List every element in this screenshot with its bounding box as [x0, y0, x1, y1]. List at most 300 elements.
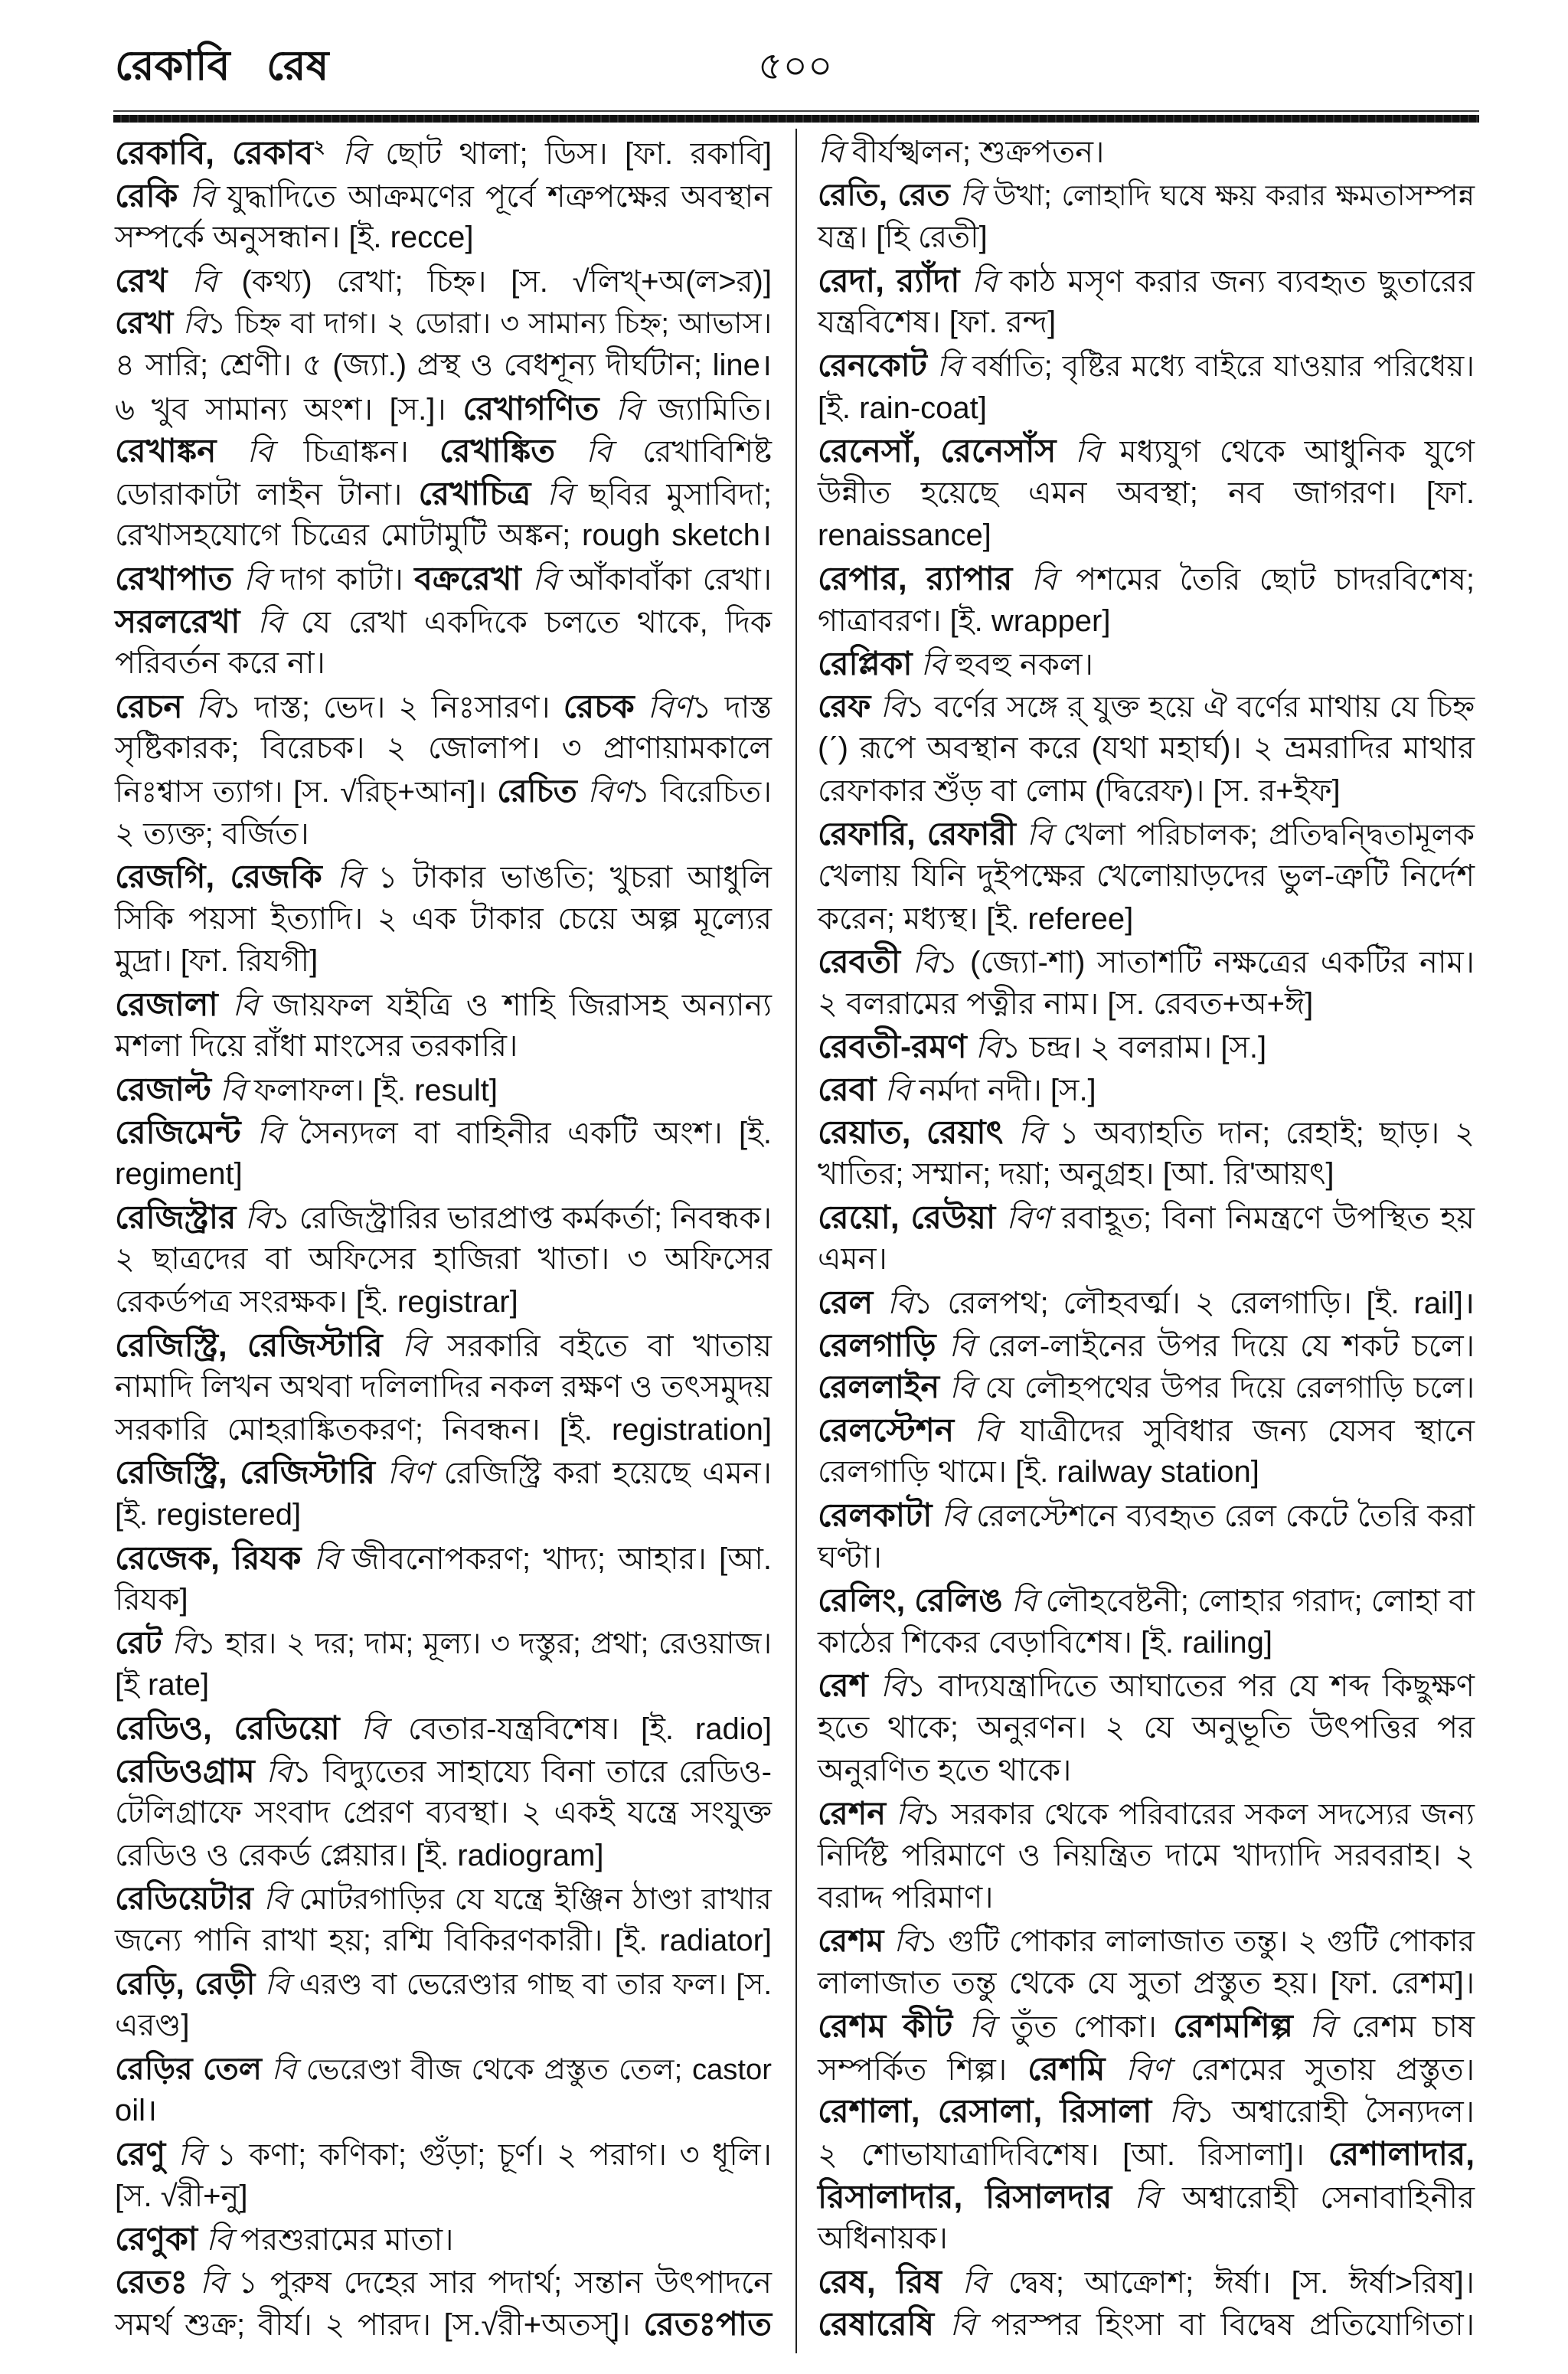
line-content	[818, 345, 1475, 388]
part-of-speech: বি	[884, 1924, 920, 1958]
line-content	[818, 1622, 1272, 1665]
dictionary-line	[115, 2090, 773, 2133]
headword: রেতঃ	[115, 2263, 188, 2300]
line-content	[115, 1707, 772, 1751]
dictionary-line	[115, 1877, 773, 1920]
dictionary-line	[818, 1963, 1476, 2006]
line-content	[115, 260, 772, 304]
definition-text: উখা; লোহাদি ঘষে ক্ষয় করার ক্ষমতাসম্পন্ন	[984, 179, 1475, 212]
line-content	[115, 175, 772, 219]
headword: রেজিমেন্ট	[115, 1113, 241, 1150]
line-content	[115, 2218, 453, 2262]
headword: রেট	[115, 1624, 162, 1660]
definition-text: জীবনোপকরণ; খাদ্য; আহার। [আ.	[339, 1542, 772, 1576]
definition-text: দাগ কাটা।	[269, 562, 415, 597]
definition-text: তুঁত পোকা।	[995, 2010, 1174, 2045]
dictionary-line	[115, 1494, 773, 1537]
definition-text: [ই. rain-coat]	[818, 391, 987, 425]
line-content	[115, 430, 772, 474]
dictionary-line	[818, 1025, 1476, 1068]
dictionary-line	[818, 770, 1476, 813]
line-content	[818, 685, 1475, 729]
dictionary-line	[115, 1366, 773, 1409]
line-content	[115, 813, 309, 856]
definition-text: ১ দাস্ত; ভেদ। ২ নিঃসারণ।	[221, 690, 564, 724]
part-of-speech: বিণ	[374, 1457, 432, 1491]
headword: রেশম	[818, 1922, 884, 1958]
line-content	[115, 600, 772, 645]
headword: রেকাবি, রেকাব	[115, 135, 314, 171]
dictionary-line	[818, 1281, 1476, 1324]
definition-text: যাত্রীদের সুবিধার জন্য যেসব স্থানে	[1000, 1414, 1475, 1448]
definition-text: ১ (জ্যো-শা) সাতাশটি নক্ষত্রের একটির নাম।	[938, 946, 1475, 980]
definition-text: ১ সরকার থেকে পরিবারের সকল সদস্যের জন্য	[921, 1798, 1475, 1832]
line-content	[818, 430, 1475, 474]
definition-text: ১ পুরুষ দেহের সার পদার্থ; সন্তান উৎপাদনে	[225, 2265, 772, 2300]
headword: রেশমি	[1027, 2050, 1106, 2087]
definition-text: ফলাফল। [ই. result]	[245, 1074, 498, 1108]
definition-text: সম্পর্কিত শিল্প।	[818, 2052, 1028, 2087]
dictionary-line	[818, 855, 1476, 898]
line-content	[115, 898, 772, 941]
dictionary-line	[115, 1963, 773, 2006]
dictionary-line	[818, 1835, 1476, 1878]
line-content	[818, 600, 1110, 643]
part-of-speech: বি	[912, 648, 947, 682]
dictionary-line	[818, 1792, 1476, 1835]
line-content	[818, 1068, 1096, 1113]
definition-text: ১ রেজিস্ট্রারির ভারপ্রাপ্ত কর্মকর্তা; নিবন্ধক।	[270, 1201, 772, 1235]
definition-text: সিকি পয়সা ইত্যাদি। ২ এক টাকার চেয়ে অল্প মূল্যের	[115, 901, 772, 936]
dictionary-line	[818, 302, 1476, 345]
definition-text: ৪ সারি; শ্রেণী। ৫ (জ্যা.) প্রস্থ ও বেধশূন্য দীর্ঘটান; line।	[115, 348, 772, 382]
line-content	[818, 1451, 1259, 1494]
line-content	[818, 2133, 1475, 2177]
dictionary-line	[115, 1835, 773, 1878]
definition-text: যে রেখা একদিকে চলতে থাকে, দিক	[283, 605, 772, 639]
headword: রেয়াত, রেয়াৎ	[818, 1113, 1004, 1150]
headword: রেতি, রেত	[818, 178, 950, 212]
part-of-speech: বি	[886, 1798, 922, 1832]
part-of-speech: বি	[871, 690, 906, 724]
definition-text: পরশুরামের মাতা।	[231, 2223, 454, 2258]
dictionary-line	[818, 685, 1476, 728]
definition-text: লালাজাত তন্তু থেকে যে সুতা প্রস্তুত হয়। [ফা. রেশম]।	[818, 1966, 1475, 2000]
headword: রেজালা	[115, 986, 218, 1022]
headword: রেয়ো, রেউয়া	[818, 1198, 996, 1235]
dictionary-line	[818, 2303, 1476, 2346]
dictionary-line	[818, 515, 1476, 558]
part-of-speech: বি	[322, 861, 363, 895]
line-content	[818, 1877, 993, 1920]
definition-text: ১ গুটি পোকার লালাজাত তন্তু। ২ গুটি পোকার	[919, 1924, 1475, 1958]
line-content	[115, 2048, 772, 2091]
definition-text: এরণ্ড বা ভেরেণ্ডার গাছ বা তার ফল। [স.	[289, 1967, 773, 2001]
dictionary-line	[818, 728, 1476, 770]
part-of-speech: বি	[232, 562, 270, 597]
dictionary-line	[818, 2005, 1476, 2048]
headword: রেনকোট	[818, 347, 927, 383]
dictionary-line	[115, 1579, 773, 1622]
definition-text: অনুরণিত হতে থাকে।	[818, 1753, 1072, 1787]
headword: রেজেক, রিযক	[115, 1539, 302, 1576]
dictionary-line	[115, 1622, 773, 1665]
dictionary-line	[115, 345, 773, 387]
definition-text: রেখাসহযোগে চিত্রের মোটামুটি অঙ্কন; rough sketch।	[115, 518, 772, 553]
dictionary-line	[818, 1451, 1476, 1494]
line-content	[818, 1409, 1475, 1454]
dictionary-line	[818, 898, 1476, 941]
line-content	[818, 132, 1104, 175]
definition-text: ২ ত্যক্ত; বর্জিত।	[115, 816, 309, 851]
definition-text: সৈন্যদল বা বাহিনীর একটি অংশ। [ই.	[283, 1116, 773, 1150]
dictionary-line	[115, 1068, 773, 1111]
part-of-speech: বি	[1015, 818, 1053, 852]
line-content	[115, 2133, 772, 2177]
dictionary-line	[115, 387, 773, 430]
part-of-speech: বি	[952, 2010, 995, 2045]
definition-text: হতে থাকে; অনুরণন। ২ যে অনুভূতি উৎপত্তির পর	[818, 1710, 1475, 1745]
definition-text: ৬ খুব সামান্য অংশ। [স.]।	[115, 392, 463, 427]
line-content	[115, 643, 325, 685]
part-of-speech: বি	[939, 1372, 975, 1405]
part-of-speech: বি	[217, 988, 259, 1022]
line-content	[115, 2261, 772, 2305]
headword: রেষ, রিষ	[818, 2263, 942, 2300]
headword: রেফারি, রেফারী	[818, 816, 1016, 852]
line-content	[818, 770, 1341, 813]
part-of-speech: বি	[531, 477, 573, 512]
dictionary-line	[818, 643, 1476, 685]
definition-text: ১ অব্যাহতি দান; রেহাই; ছাড়। ২	[1044, 1116, 1475, 1150]
dictionary-line	[115, 2048, 773, 2091]
definition-text: যুদ্ধাদিতে আক্রমণের পূর্বে শত্রুপক্ষের অবস্থান	[215, 179, 772, 214]
line-content	[818, 1281, 1475, 1326]
headword: রেচন	[115, 688, 183, 724]
definition-text: ডোরাকাটা লাইন টানা।	[115, 477, 419, 512]
dictionary-line	[115, 473, 773, 515]
line-content	[115, 1409, 772, 1452]
line-content	[818, 2090, 1475, 2134]
line-content	[115, 1238, 772, 1281]
dictionary-line	[115, 1792, 773, 1835]
definition-text: আঁকাবাঁকা রেখা।	[557, 562, 773, 597]
definition-text: [ই. registered]	[115, 1498, 302, 1532]
line-content	[818, 1324, 1475, 1368]
definition-text: রেডিও ও রেকর্ড প্লেয়ার। [ই. radiogram]	[115, 1838, 604, 1872]
dictionary-line	[115, 1750, 773, 1793]
part-of-speech: বি	[216, 435, 273, 469]
dictionary-line	[115, 217, 773, 260]
line-content	[818, 1025, 1266, 1070]
line-content	[115, 855, 772, 900]
headword: রেডিওগ্রাম	[115, 1752, 255, 1789]
part-of-speech: বি	[876, 1074, 911, 1108]
line-content	[818, 2048, 1475, 2092]
line-content	[818, 813, 1475, 857]
dictionary-line	[818, 813, 1476, 856]
line-content	[818, 898, 1133, 941]
headword: রেচিত	[497, 773, 577, 809]
dictionary-line	[115, 260, 773, 302]
definition-text: মধ্যযুগ থেকে আধুনিক যুগে	[1100, 435, 1475, 469]
line-content	[818, 643, 1093, 687]
header-rule-thin	[113, 110, 1479, 112]
line-content	[818, 1792, 1475, 1836]
headword: রেপ্লিকা	[818, 646, 913, 682]
definition-text: পরিবর্তন করে না।	[115, 646, 325, 681]
headword: রেনেসাঁ, রেনেসাঁস	[818, 433, 1057, 469]
definition-text: ভেরেণ্ডা বীজ থেকে প্রস্তুত তেল; castor	[296, 2052, 772, 2086]
headword: বক্ররেখা	[414, 560, 521, 597]
dictionary-line	[115, 1153, 773, 1196]
part-of-speech: বি	[1002, 1584, 1037, 1619]
part-of-speech: বি	[959, 264, 998, 299]
definition-text: করেন; মধ্যস্থ। [ই. referee]	[818, 901, 1134, 936]
line-content	[115, 1111, 772, 1156]
dictionary-line	[818, 1196, 1476, 1239]
dictionary-line	[818, 387, 1476, 430]
definition-text: পরস্পর হিংসা বা বিদ্বেষ প্রতিযোগিতা।	[975, 2308, 1475, 2343]
part-of-speech: বি	[182, 690, 222, 724]
part-of-speech: বি	[240, 1116, 283, 1150]
definition-text: রবাহূত; বিনা নিমন্ত্রণে উপস্থিত হয়	[1050, 1201, 1475, 1235]
dictionary-line	[115, 1451, 773, 1494]
dictionary-line	[818, 1877, 1476, 1920]
definition-text: কাঠ মসৃণ করার জন্য ব্যবহৃত ছুতারের	[997, 264, 1475, 299]
headword: রেণু	[115, 2135, 166, 2172]
dictionary-line	[818, 473, 1476, 515]
part-of-speech: বি	[941, 2265, 988, 2300]
part-of-speech: বি	[1056, 435, 1101, 469]
line-content	[818, 1920, 1475, 1964]
part-of-speech: বিণ	[995, 1201, 1051, 1235]
line-content	[818, 515, 991, 558]
definition-text: রেফাকার শুঁড় বা লোম (দ্বিরেফ)। [স. র+ইফ]	[818, 773, 1341, 808]
part-of-speech: বি	[949, 179, 985, 212]
headword: রেশ	[818, 1667, 868, 1704]
part-of-speech: বিণ	[634, 690, 692, 724]
dictionary-line	[818, 2090, 1476, 2133]
headword: রেবতী-রমণ	[818, 1028, 967, 1065]
definition-text: ১ রেলপথ; লৌহবর্ত্ম। ২ রেলগাড়ি। [ই. rail]।	[913, 1287, 1475, 1321]
line-content	[115, 1451, 772, 1496]
line-content	[115, 1153, 243, 1196]
definition-text: বেতার-যন্ত্রবিশেষ। [ই. radio]	[387, 1712, 772, 1746]
definition-text: renaissance]	[818, 518, 991, 553]
line-content	[115, 728, 772, 770]
dictionary-line	[115, 940, 773, 983]
part-of-speech: বি	[934, 2308, 976, 2343]
headword: রেলগাড়ি	[818, 1326, 936, 1363]
part-of-speech: বি	[599, 392, 642, 427]
definition-text: নির্দিষ্ট পরিমাণে ও নিয়ন্ত্রিত দামে খাদ্যাদি সরবরাহ। ২	[818, 1838, 1475, 1872]
line-content	[115, 1792, 772, 1835]
definition-text: খেলায় যিনি দুইপক্ষের খেলোয়াড়দের ভুল-ত্রুটি নির্দেশ	[818, 859, 1475, 894]
dictionary-line	[115, 1025, 773, 1068]
part-of-speech: বি	[521, 562, 558, 597]
line-content	[818, 302, 1056, 345]
dictionary-line	[115, 1111, 773, 1154]
line-content	[818, 1494, 1475, 1539]
dictionary-line	[115, 302, 773, 345]
line-content	[115, 1963, 772, 2006]
part-of-speech: বি	[818, 136, 844, 169]
line-content	[115, 1537, 772, 1581]
headword: রেশালা, রেসালা, রিসালা	[818, 2093, 1152, 2130]
dictionary-line	[115, 2133, 773, 2176]
headword: রেদা, র‍্যাঁদা	[818, 262, 960, 299]
definition-text: টেলিগ্রাফে সংবাদ প্রেরণ ব্যবস্থা। ২ একই যন্ত্রে সংযুক্ত	[115, 1796, 772, 1830]
left-column	[115, 132, 773, 2346]
headword: রেললাইন	[818, 1369, 939, 1405]
part-of-speech: বি	[301, 1542, 340, 1576]
part-of-speech: বি	[236, 1201, 271, 1235]
line-content	[818, 1153, 1334, 1196]
part-of-speech: বি	[173, 308, 207, 341]
headword: রেলকাটা	[818, 1497, 933, 1533]
headword: রেপার, র‍্যাপার	[818, 560, 1013, 597]
part-of-speech: বি	[867, 1669, 906, 1704]
dictionary-line	[818, 217, 1476, 260]
line-content	[818, 1750, 1071, 1793]
line-content	[818, 983, 1313, 1026]
line-content	[818, 855, 1475, 898]
dictionary-line	[818, 1111, 1476, 1154]
dictionary-line	[115, 558, 773, 600]
part-of-speech: বিণ	[1105, 2052, 1171, 2087]
part-of-speech: বি	[261, 2052, 296, 2086]
dictionary-line	[818, 1920, 1476, 1963]
part-of-speech: বি	[932, 1499, 968, 1533]
part-of-speech: বি	[178, 179, 216, 214]
headword: রেবা	[818, 1071, 877, 1108]
line-content	[818, 940, 1475, 985]
line-content	[115, 2005, 189, 2048]
part-of-speech: বি	[954, 1414, 1001, 1448]
line-content	[115, 940, 318, 983]
part-of-speech: বি	[325, 137, 368, 171]
line-content	[115, 302, 772, 346]
dictionary-line	[115, 2005, 773, 2048]
line-content	[818, 1835, 1475, 1878]
headword: রেশম কীট	[818, 2008, 953, 2045]
part-of-speech: বি	[900, 946, 939, 980]
dictionary-line	[818, 940, 1476, 983]
definition-text: বর্ষাতি; বৃষ্টির মধ্যে বাইরে যাওয়ার পরিধেয়।	[962, 349, 1475, 383]
line-content	[818, 2218, 948, 2261]
dictionary-line	[818, 983, 1476, 1026]
line-content	[115, 2303, 772, 2347]
part-of-speech: বি	[382, 1329, 428, 1363]
headword: রেশন	[818, 1795, 887, 1832]
definition-text: ১ হার। ২ দর; দাম; মূল্য। ৩ দস্তুর; প্রথা; রেওয়াজ।	[196, 1627, 773, 1660]
line-content	[818, 1196, 1475, 1241]
headword: রেখাঙ্কন	[115, 433, 217, 469]
dictionary-line	[115, 1409, 773, 1452]
line-content	[115, 2176, 248, 2219]
line-content	[115, 1366, 772, 1409]
page-number: ৫০০	[758, 44, 833, 87]
dictionary-line	[818, 430, 1476, 473]
part-of-speech: বি	[966, 1031, 1001, 1065]
definition-text: কাঠের শিকের বেড়াবিশেষ। [ই. railing]	[818, 1625, 1272, 1660]
definition-text: উন্নীত হয়েছে এমন অবস্থা; নব জাগরণ। [ফা.	[818, 476, 1475, 510]
dictionary-line	[115, 1707, 773, 1750]
headword: রেজিস্ট্রার	[115, 1198, 237, 1235]
definition-text: ২ শোভাযাত্রাদিবিশেষ। [আ. রিসালা]।	[818, 2137, 1328, 2172]
dictionary-line	[115, 770, 773, 813]
part-of-speech: বি	[936, 1329, 975, 1363]
dictionary-line	[818, 2048, 1476, 2091]
definition-text: মোটরগাড়ির যে যন্ত্রে ইঞ্জিন ঠাণ্ডা রাখার	[289, 1883, 772, 1917]
headword: রেডিও, রেডিয়ো	[115, 1709, 340, 1746]
dictionary-line	[818, 2261, 1476, 2304]
headword: রেখা	[115, 306, 174, 341]
definition-text: জায়ফল যইত্রি ও শাহি জিরাসহ অন্যান্য	[258, 988, 772, 1022]
definition-text: ১ কণা; কণিকা; গুঁড়া; চূর্ণ। ২ পরাগ। ৩ ধূলি।	[204, 2137, 772, 2172]
dictionary-line	[115, 1920, 773, 1963]
part-of-speech: বি	[211, 1074, 246, 1108]
line-content	[818, 2005, 1475, 2049]
headword: রেষারেষি	[818, 2306, 935, 2343]
definition-text: এরণ্ড]	[115, 2009, 190, 2043]
part-of-speech: বি	[873, 1287, 913, 1321]
definition-text: রিযক]	[115, 1583, 188, 1617]
dictionary-line	[818, 1664, 1476, 1707]
definition-text: সৃষ্টিকারক; বিরেচক। ২ জোলাপ। ৩ প্রাণায়ামকালে	[115, 731, 772, 766]
dictionary-line	[818, 600, 1476, 643]
headword: রেণুকা	[115, 2221, 198, 2258]
dictionary-line	[115, 2261, 773, 2304]
line-content	[115, 473, 772, 517]
line-content	[115, 345, 772, 387]
definition-text: রেলগাড়ি থামে। [ই. railway station]	[818, 1455, 1259, 1489]
definition-text: লৌহবেষ্টনী; লোহার গরাদ; লোহা বা	[1037, 1584, 1475, 1619]
part-of-speech: বি	[162, 1627, 197, 1660]
dictionary-line	[115, 983, 773, 1026]
line-content	[115, 1025, 518, 1068]
dictionary-line	[115, 2176, 773, 2219]
headword: রেচক	[563, 688, 635, 724]
headword: রেখ	[115, 262, 168, 299]
dictionary-line	[818, 2133, 1476, 2176]
line-content	[115, 1750, 772, 1794]
part-of-speech: বি	[187, 2265, 226, 2300]
definition-text: (ˊ) রূপে অবস্থান করে (যথা মহার্ঘ)। ২ ভ্রমরাদির মাথার	[818, 731, 1475, 766]
part-of-speech: বি	[1012, 562, 1057, 597]
line-content	[115, 685, 772, 730]
dictionary-line	[115, 813, 773, 856]
dictionary-line	[115, 430, 773, 473]
definition-text: ঘণ্টা।	[818, 1540, 882, 1574]
line-content	[818, 473, 1475, 515]
line-content	[818, 1111, 1475, 1156]
definition-text: খাতির; সম্মান; দয়া; অনুগ্রহ। [আ. রি'আয়ৎ]	[818, 1157, 1334, 1192]
definition-text: ১ বাদ্যযন্ত্রাদিতে আঘাতের পর যে শব্দ কিছুক্ষণ	[906, 1669, 1475, 1704]
headword: রেডিয়েটার	[115, 1880, 253, 1917]
dictionary-line	[818, 558, 1476, 600]
line-content	[818, 1366, 1475, 1410]
definition-text: চিত্রাঙ্কন।	[273, 435, 439, 469]
definition-text: গাত্রাবরণ। [ই. wrapper]	[818, 603, 1111, 638]
headword: রেখাগণিত	[462, 390, 599, 427]
definition-text: ছবির মুসাবিদা;	[573, 477, 773, 512]
line-content	[818, 260, 1475, 304]
definition-text: ২ ছাত্রদের বা অফিসের হাজিরা খাতা। ৩ অফিসের	[115, 1242, 772, 1277]
part-of-speech: বি	[926, 349, 962, 383]
headword: রেতঃপাত	[643, 2306, 772, 2343]
